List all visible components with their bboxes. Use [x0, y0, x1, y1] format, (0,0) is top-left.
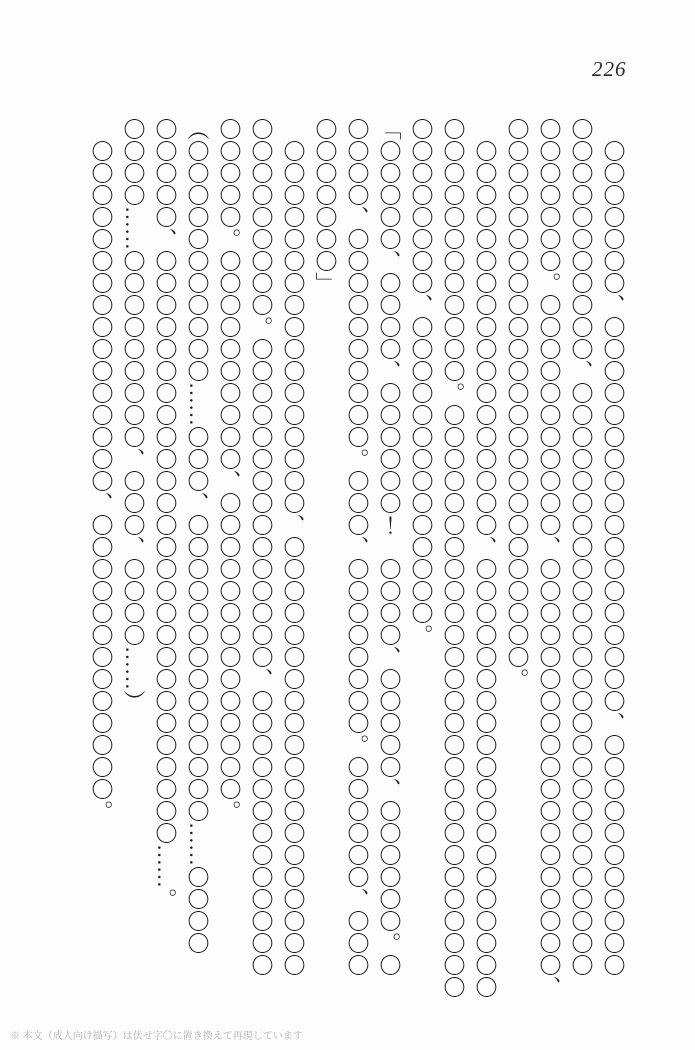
text-line: （〇〇〇〇〇〇〇〇〇〇〇……〇〇〇、〇〇〇〇〇〇〇〇〇〇〇〇〇〇……〇〇〇〇 — [185, 118, 210, 954]
text-line: 〇〇〇〇〇〇〇〇〇〇〇〇〇〇〇〇〇、〇〇〇〇〇〇〇〇〇〇〇〇〇〇〇〇〇〇〇〇 — [281, 118, 306, 976]
text-line: 〇〇〇〇……〇〇〇〇〇〇〇〇〇、〇〇〇、〇〇〇〇……） — [121, 118, 146, 712]
redaction-note: ※ 本文（成人向け描写）は伏せ字〇に置き換えて再現しています — [10, 1031, 303, 1042]
text-line: 〇〇〇〇〇〇〇〇〇〇〇、〇〇〇〇〇〇〇〇〇〇〇〇〇〇〇〇〇〇〇〇〇〇〇〇〇〇〇 — [569, 118, 594, 976]
text-line: 〇〇〇〇〇〇〇〇〇〇〇〇〇〇〇〇〇〇〇〇〇〇〇〇〇。 — [505, 118, 530, 690]
page-number: 226 — [592, 57, 627, 81]
text-line: 〇〇〇〇〇〇〇、〇〇〇〇〇〇〇〇〇〇〇〇〇〇〇〇〇〇、〇〇〇〇〇〇〇〇〇〇〇 — [601, 118, 626, 976]
text-line: 〇〇〇〇〇〇〇。〇〇〇〇〇〇〇〇〇〇〇、〇〇〇〇〇〇〇〇〇〇〇〇〇〇〇〇〇〇〇、 — [537, 118, 562, 998]
vertical-text-block — [85, 118, 629, 1002]
text-line: 〇〇〇〇、〇〇〇〇〇〇〇〇〇〇。〇〇〇、〇〇〇〇〇〇〇〇。〇〇〇〇〇〇、〇〇〇 — [345, 118, 370, 976]
text-line: 「〇〇〇〇〇、〇〇〇〇、〇〇〇〇〇〇！ 〇〇〇〇、〇〇〇〇〇、〇〇〇〇〇〇。〇 — [377, 118, 402, 976]
text-line: 〇〇〇〇〇〇〇〇〇〇〇〇〇〇〇〇〇〇、〇〇〇〇〇〇〇〇〇〇〇〇〇〇〇〇〇〇〇〇 — [473, 118, 498, 998]
text-line: 〇〇〇〇〇。〇〇〇〇〇〇〇〇〇〇、〇〇〇〇〇〇〇〇〇〇〇〇〇〇。 — [217, 118, 242, 822]
text-line: 〇〇〇〇〇〇〇〇、〇〇〇〇〇〇〇〇〇〇〇〇〇〇。 — [409, 118, 434, 646]
text-line: 〇〇〇〇〇、〇〇〇〇〇〇〇〇〇〇〇〇〇〇〇〇〇〇〇〇〇〇〇〇〇〇〇……。 — [153, 118, 178, 910]
text-line: 〇〇〇〇〇〇〇〇〇〇〇〇。〇〇〇〇〇〇〇〇〇〇〇〇〇〇〇〇〇〇〇〇〇〇〇〇〇〇〇 — [441, 118, 466, 998]
text-line: 〇〇〇〇〇〇〇」 — [313, 118, 338, 294]
text-line: 〇〇〇〇〇〇〇〇〇。〇〇〇〇〇〇〇〇〇〇〇〇〇〇〇、〇〇〇〇〇〇〇〇〇〇〇〇〇 — [249, 118, 274, 976]
text-line: 〇〇〇〇〇〇〇〇〇〇〇〇〇〇〇〇、〇〇〇〇〇〇〇〇〇〇〇〇〇。 — [89, 118, 114, 822]
